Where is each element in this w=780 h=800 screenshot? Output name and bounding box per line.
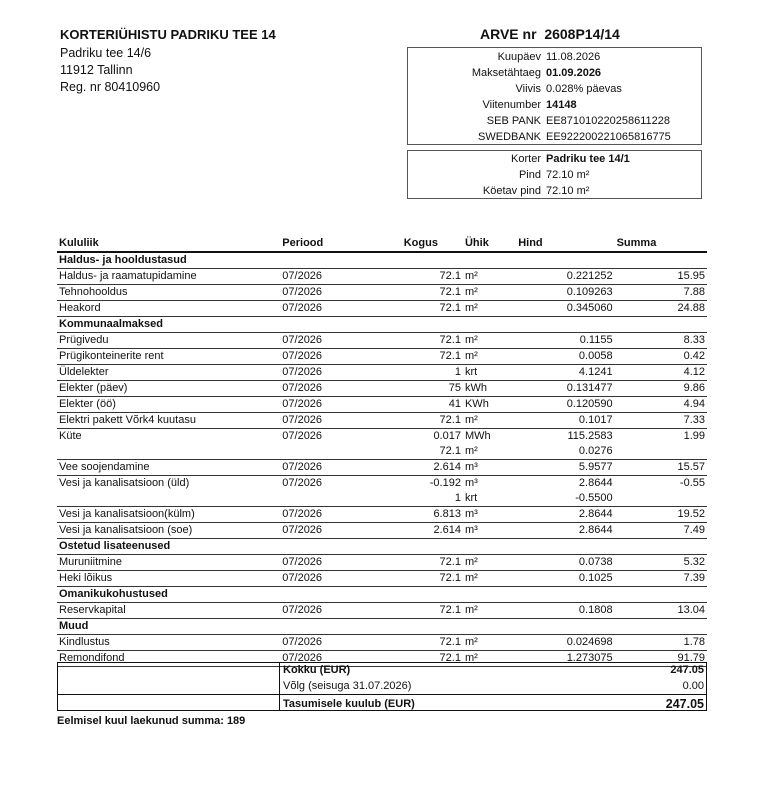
item-sum: 91.79 bbox=[615, 651, 707, 667]
item-sum: 15.95 bbox=[615, 269, 707, 285]
total-label: Kokku (EUR) bbox=[283, 664, 351, 676]
group-title: Ostetud lisateenused bbox=[57, 539, 707, 555]
item-unit: m² bbox=[463, 571, 516, 587]
group-title: Omanikukohustused bbox=[57, 587, 707, 603]
item-name: Küte bbox=[57, 429, 280, 460]
item-sum: 15.57 bbox=[615, 460, 707, 476]
item-price: 0.221252 bbox=[516, 269, 614, 285]
seller-block bbox=[60, 26, 276, 96]
table-row bbox=[57, 555, 707, 571]
col-header-price: Hind bbox=[516, 236, 614, 252]
invoice-field-label: Kuupäev bbox=[497, 51, 541, 63]
item-quantity: 6.813 bbox=[402, 507, 463, 523]
debt-row bbox=[57, 678, 707, 694]
item-name: Prügivedu bbox=[57, 333, 280, 349]
item-quantity: -0.192 1 bbox=[402, 476, 463, 507]
item-price: 2.8644 -0.5500 bbox=[516, 476, 614, 507]
item-period: 07/2026 bbox=[280, 413, 401, 429]
item-sum: 0.42 bbox=[615, 349, 707, 365]
item-period: 07/2026 bbox=[280, 476, 401, 507]
item-price: 0.0738 bbox=[516, 555, 614, 571]
apartment-field-label: Korter bbox=[511, 153, 541, 165]
item-period: 07/2026 bbox=[280, 397, 401, 413]
item-sum: 1.99 bbox=[615, 429, 707, 460]
items-body bbox=[57, 252, 707, 667]
total-value: 247.05 bbox=[670, 664, 704, 676]
table-row bbox=[57, 507, 707, 523]
item-name: Reservkapital bbox=[57, 603, 280, 619]
item-price: 0.109263 bbox=[516, 285, 614, 301]
invoice-details-box bbox=[407, 47, 702, 145]
table-row bbox=[57, 476, 707, 507]
item-sum: 8.33 bbox=[615, 333, 707, 349]
invoice-field-value: 01.09.2026 bbox=[546, 67, 602, 79]
invoice-field-label: Maksetähtaeg bbox=[471, 67, 541, 79]
apartment-field-row bbox=[408, 151, 701, 167]
item-quantity: 41 bbox=[402, 397, 463, 413]
invoice-field-value: 0.028% päevas bbox=[546, 83, 622, 95]
item-unit: m² bbox=[463, 269, 516, 285]
item-sum: 7.49 bbox=[615, 523, 707, 539]
table-row bbox=[57, 413, 707, 429]
invoice-title bbox=[480, 26, 620, 42]
item-period: 07/2026 bbox=[280, 571, 401, 587]
apartment-details-box bbox=[407, 150, 702, 199]
group-title: Kommunaalmaksed bbox=[57, 317, 707, 333]
apartment-field-value: 72.10 m² bbox=[546, 185, 590, 197]
apartment-field-row bbox=[408, 183, 701, 199]
item-unit: kWh bbox=[463, 381, 516, 397]
item-price: 0.120590 bbox=[516, 397, 614, 413]
apartment-field-label: Köetav pind bbox=[482, 185, 541, 197]
table-row bbox=[57, 571, 707, 587]
invoice-field-row bbox=[408, 113, 701, 129]
item-quantity: 72.1 bbox=[402, 571, 463, 587]
item-price: 5.9577 bbox=[516, 460, 614, 476]
item-price: 0.1155 bbox=[516, 333, 614, 349]
to-pay-label: Tasumisele kuulub (EUR) bbox=[283, 698, 415, 710]
item-quantity: 2.614 bbox=[402, 460, 463, 476]
item-name: Heki lõikus bbox=[57, 571, 280, 587]
invoice-field-label: SWEDBANK bbox=[478, 131, 541, 143]
item-price: 0.1808 bbox=[516, 603, 614, 619]
table-row bbox=[57, 635, 707, 651]
table-row bbox=[57, 429, 707, 460]
item-period: 07/2026 bbox=[280, 603, 401, 619]
group-row bbox=[57, 317, 707, 333]
invoice-field-row bbox=[408, 97, 701, 113]
item-name: Vesi ja kanalisatsioon (soe) bbox=[57, 523, 280, 539]
item-price: 0.024698 bbox=[516, 635, 614, 651]
invoice-field-label: SEB PANK bbox=[486, 115, 541, 127]
item-period: 07/2026 bbox=[280, 555, 401, 571]
item-price: 0.1025 bbox=[516, 571, 614, 587]
item-name: Elektri pakett Võrk4 kuutasu bbox=[57, 413, 280, 429]
table-row bbox=[57, 285, 707, 301]
item-quantity: 72.1 bbox=[402, 555, 463, 571]
table-row bbox=[57, 349, 707, 365]
item-period: 07/2026 bbox=[280, 460, 401, 476]
item-name: Prügikonteinerite rent bbox=[57, 349, 280, 365]
item-price: 0.345060 bbox=[516, 301, 614, 317]
item-unit: m² bbox=[463, 603, 516, 619]
group-row bbox=[57, 539, 707, 555]
item-period: 07/2026 bbox=[280, 429, 401, 460]
table-row bbox=[57, 397, 707, 413]
item-sum: 7.88 bbox=[615, 285, 707, 301]
item-quantity: 1 bbox=[402, 365, 463, 381]
invoice-field-row bbox=[408, 49, 701, 65]
table-row bbox=[57, 460, 707, 476]
item-sum: 7.39 bbox=[615, 571, 707, 587]
item-sum: -0.55 bbox=[615, 476, 707, 507]
invoice-number: 2608P14/14 bbox=[544, 26, 620, 42]
item-sum: 1.78 bbox=[615, 635, 707, 651]
invoice-title-label: ARVE nr bbox=[480, 26, 537, 42]
item-unit: m² bbox=[463, 301, 516, 317]
seller-address-line1: Padriku tee 14/6 bbox=[60, 46, 152, 60]
table-row bbox=[57, 301, 707, 317]
item-quantity: 72.1 bbox=[402, 285, 463, 301]
item-period: 07/2026 bbox=[280, 381, 401, 397]
item-price: 0.131477 bbox=[516, 381, 614, 397]
item-name: Vesi ja kanalisatsioon(külm) bbox=[57, 507, 280, 523]
item-name: Elekter (päev) bbox=[57, 381, 280, 397]
item-unit: m³ krt bbox=[463, 476, 516, 507]
table-row bbox=[57, 269, 707, 285]
item-price: 4.1241 bbox=[516, 365, 614, 381]
item-name: Vesi ja kanalisatsioon (üld) bbox=[57, 476, 280, 507]
item-unit: m² bbox=[463, 651, 516, 667]
invoice-field-label: Viitenumber bbox=[482, 99, 541, 111]
item-period: 07/2026 bbox=[280, 349, 401, 365]
group-title: Haldus- ja hooldustasud bbox=[57, 252, 707, 269]
apartment-field-label: Pind bbox=[518, 169, 541, 181]
item-quantity: 72.1 bbox=[402, 603, 463, 619]
item-name: Elekter (öö) bbox=[57, 397, 280, 413]
debt-value: 0.00 bbox=[682, 680, 704, 692]
col-header-period: Periood bbox=[280, 236, 401, 252]
item-quantity: 72.1 bbox=[402, 635, 463, 651]
item-period: 07/2026 bbox=[280, 269, 401, 285]
item-name: Heakord bbox=[57, 301, 280, 317]
item-quantity: 72.1 bbox=[402, 349, 463, 365]
item-name: Haldus- ja raamatupidamine bbox=[57, 269, 280, 285]
col-header-sum: Summa bbox=[615, 236, 707, 252]
item-unit: m² bbox=[463, 285, 516, 301]
item-name: Muruniitmine bbox=[57, 555, 280, 571]
invoice-field-value: 14148 bbox=[546, 99, 577, 111]
previous-month-paid: Eelmisel kuul laekunud summa: 189 bbox=[57, 715, 246, 727]
item-price: 0.0058 bbox=[516, 349, 614, 365]
seller-reg-number: Reg. nr 80410960 bbox=[60, 80, 161, 94]
item-price: 115.2583 0.0276 bbox=[516, 429, 614, 460]
invoice-field-row bbox=[408, 65, 701, 81]
apartment-field-row bbox=[408, 167, 701, 183]
col-header-unit: Ühik bbox=[463, 236, 516, 252]
item-quantity: 72.1 bbox=[402, 651, 463, 667]
item-period: 07/2026 bbox=[280, 635, 401, 651]
item-name: Üldelekter bbox=[57, 365, 280, 381]
item-period: 07/2026 bbox=[280, 507, 401, 523]
item-price: 0.1017 bbox=[516, 413, 614, 429]
item-price: 2.8644 bbox=[516, 507, 614, 523]
invoice-field-value: 11.08.2026 bbox=[546, 51, 601, 63]
total-row bbox=[57, 662, 707, 678]
item-period: 07/2026 bbox=[280, 301, 401, 317]
invoice-field-row bbox=[408, 129, 701, 145]
totals-block bbox=[57, 662, 707, 712]
group-title: Muud bbox=[57, 619, 707, 635]
item-unit: MWh m² bbox=[463, 429, 516, 460]
item-name: Kindlustus bbox=[57, 635, 280, 651]
item-price: 2.8644 bbox=[516, 523, 614, 539]
apartment-field-value: 72.10 m² bbox=[546, 169, 590, 181]
invoice-field-row bbox=[408, 81, 701, 97]
item-unit: m² bbox=[463, 349, 516, 365]
table-row bbox=[57, 523, 707, 539]
item-period: 07/2026 bbox=[280, 651, 401, 667]
item-sum: 5.32 bbox=[615, 555, 707, 571]
table-row bbox=[57, 603, 707, 619]
item-sum: 4.12 bbox=[615, 365, 707, 381]
item-unit: KWh bbox=[463, 397, 516, 413]
item-unit: krt bbox=[463, 365, 516, 381]
item-sum: 9.86 bbox=[615, 381, 707, 397]
item-quantity: 2.614 bbox=[402, 523, 463, 539]
item-period: 07/2026 bbox=[280, 333, 401, 349]
table-row bbox=[57, 365, 707, 381]
invoice-field-label: Viivis bbox=[515, 83, 541, 95]
item-unit: m³ bbox=[463, 460, 516, 476]
item-unit: m³ bbox=[463, 523, 516, 539]
item-period: 07/2026 bbox=[280, 285, 401, 301]
item-quantity: 72.1 bbox=[402, 413, 463, 429]
item-name: Remondifond bbox=[57, 651, 280, 667]
item-quantity: 72.1 bbox=[402, 301, 463, 317]
item-unit: m² bbox=[463, 413, 516, 429]
item-sum: 4.94 bbox=[615, 397, 707, 413]
item-period: 07/2026 bbox=[280, 523, 401, 539]
table-row bbox=[57, 381, 707, 397]
to-pay-value: 247.05 bbox=[665, 697, 704, 711]
item-sum: 13.04 bbox=[615, 603, 707, 619]
items-header-row bbox=[57, 236, 707, 252]
item-unit: m² bbox=[463, 555, 516, 571]
item-quantity: 0.017 72.1 bbox=[402, 429, 463, 460]
item-name: Vee soojendamine bbox=[57, 460, 280, 476]
item-price: 1.273075 bbox=[516, 651, 614, 667]
col-header-name: Kululiik bbox=[57, 236, 280, 252]
table-row bbox=[57, 333, 707, 349]
item-quantity: 75 bbox=[402, 381, 463, 397]
item-name: Tehnohooldus bbox=[57, 285, 280, 301]
item-unit: m² bbox=[463, 333, 516, 349]
items-table bbox=[57, 236, 707, 667]
item-unit: m² bbox=[463, 635, 516, 651]
seller-address-line2: 11912 Tallinn bbox=[60, 63, 133, 77]
item-sum: 24.88 bbox=[615, 301, 707, 317]
group-row bbox=[57, 619, 707, 635]
item-sum: 19.52 bbox=[615, 507, 707, 523]
item-quantity: 72.1 bbox=[402, 269, 463, 285]
debt-label: Võlg (seisuga 31.07.2026) bbox=[283, 680, 412, 692]
invoice-field-value: EE871010220258611228 bbox=[546, 115, 670, 127]
group-row bbox=[57, 252, 707, 269]
item-period: 07/2026 bbox=[280, 365, 401, 381]
item-sum: 7.33 bbox=[615, 413, 707, 429]
seller-name: KORTERIÜHISTU PADRIKU TEE 14 bbox=[60, 27, 276, 42]
item-quantity: 72.1 bbox=[402, 333, 463, 349]
item-unit: m³ bbox=[463, 507, 516, 523]
apartment-field-value: Padriku tee 14/1 bbox=[546, 153, 630, 165]
invoice-field-value: EE922200221065816775 bbox=[546, 131, 671, 143]
col-header-quantity: Kogus bbox=[402, 236, 463, 252]
group-row bbox=[57, 587, 707, 603]
